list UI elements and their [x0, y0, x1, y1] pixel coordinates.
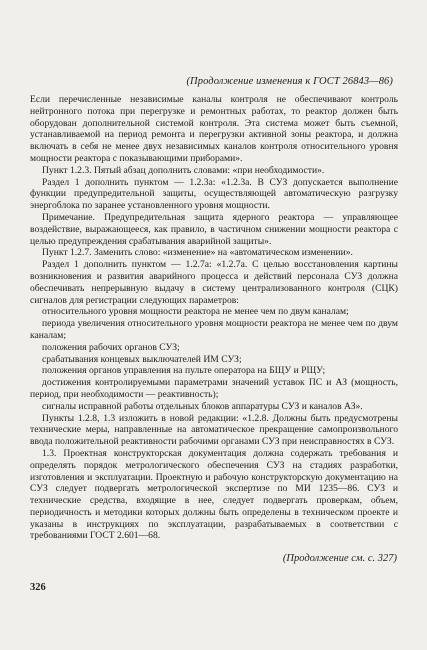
note-paragraph: Примечание. Предупредительная защита ядерного реактора — управляющее воздействие, выражающееся, как правило, в частичном снижении мощности реактора с целью предупреждения срабатывания аварийной защиты».	[30, 211, 398, 247]
paragraph: Если перечисленные независимые каналы контроля не обеспечивают контроль нейтронного потока при перегрузке и ремонтных работах, то реактор должен быть оборудован дополнительной системой контроля. Эта система может быть съемной, устанавливаемой на период ремонта и перегрузки активной зоны реактора, и должна включать в себя не менее двух независимых каналов контроля относительного уровня мощности реактора с показывающими приборами».	[30, 94, 398, 164]
paragraph: Пункты 1.2.8, 1.3 изложить в новой редакции: «1.2.8. Должны быть предусмотрены технические меры, направленные на автоматическое прекращение самопроизвольного ввода положительной реактивности рабочими органами СУЗ при неисправностях в СУЗ.	[30, 412, 398, 448]
list-item: положения рабочих органов СУЗ;	[42, 341, 180, 353]
body-text	[30, 94, 398, 542]
list-item: достижения контролируемыми параметрами значений уставок ПС и АЗ (мощность, период, при необходимости — реактивность);	[30, 377, 398, 400]
list-item: периода увеличения относительного уровня мощности реактора не менее чем по двум каналам;	[30, 318, 398, 341]
paragraph: Раздел 1 дополнить пунктом — 1.2.3а: «1.2.3а. В СУЗ допускается выполнение функции предупредительной защиты, осуществляющей автоматическую разгрузку энергоблока по заранее установленного уровня мощности.	[30, 176, 398, 212]
list-item: сигналы исправной работы отдельных блоков аппаратуры СУЗ и каналов АЗ».	[42, 400, 363, 412]
page-number: 326	[30, 582, 46, 593]
paragraph: Пункт 1.2.7. Заменить слово: «изменение» на «автоматическом изменении».	[42, 247, 353, 259]
paragraph: Пункт 1.2.3. Пятый абзац дополнить словами: «при необходимости».	[42, 164, 325, 176]
paragraph: 1.3. Проектная конструкторская документация должна содержать требования и определять порядок метрологического обеспечения СУЗ на стадиях разработки, изготовления и эксплуатации. Проектную и рабочую конструкторскую документацию на СУЗ следует подвергать метрологической экспертизе по МИ 1235—86. СУЗ и технические средства, входящие в нее, следует подвергать проверкам, объем, периодичность и методики которых должны быть определены в техническом проекте и указаны в инструкциях по эксплуатации, разрабатываемых в соответствии с требованиями ГОСТ 2.601—68.	[30, 447, 398, 542]
list-item: срабатывания концевых выключателей ИМ СУЗ;	[42, 353, 242, 365]
paragraph: Раздел 1 дополнить пунктом — 1.2.7а: «1.2.7а. С целью восстановления картины возникновения и развития аварийного процесса и действий персонала СУЗ должна обеспечивать непрерывную выдачу в систему централизованного контроля (СЦК) сигналов для регистрации следующих параметров:	[30, 259, 398, 306]
continuation-note: (Продолжение см. с. 327)	[282, 553, 397, 564]
running-header: (Продолжение изменения к ГОСТ 26843—86)	[186, 76, 393, 87]
list-item: положения органов управления на пульте оператора на БЩУ и РЩУ;	[42, 365, 326, 377]
list-item: относительного уровня мощности реактора не менее чем по двум каналам;	[42, 306, 349, 318]
